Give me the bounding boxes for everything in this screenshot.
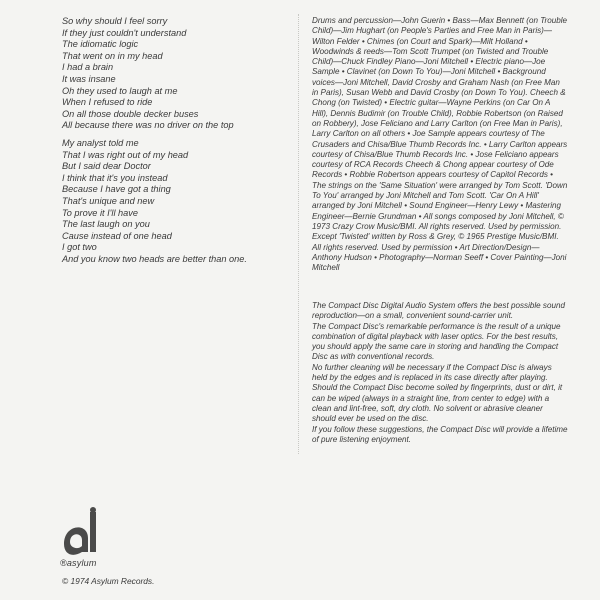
lyric-line: The idiomatic logic: [62, 39, 139, 50]
lyric-line: It was insane: [62, 73, 116, 84]
cd-care-paragraph: No further cleaning will be necessary if the Compact Disc is always held by the edges and is replaced in its case directly after playing. Should the Compact Disc become soiled by fingerprints, dust or dirt, it can be wiped (always in a straight line, from center to edge) with a clean and lint-free, soft, dry cloth. No solvent or abrasive cleaner should ever be used on the disc.: [312, 362, 563, 424]
logo-wordmark-text: asylum: [66, 558, 97, 568]
cd-care-block: [312, 301, 568, 445]
lyric-line: I got two: [62, 242, 97, 253]
lyric-line: But I said dear Doctor: [62, 161, 151, 172]
lyric-line: Because I have got a thing: [62, 184, 171, 195]
lyric-line: And you know two heads are better than one.: [62, 253, 247, 264]
lyric-line: Oh they used to laugh at me: [62, 85, 178, 96]
credits-block: [312, 16, 568, 273]
lyric-line: I had a brain: [62, 62, 114, 73]
lyric-line: On all those double decker buses: [62, 108, 199, 119]
lyric-line: So why should I feel sorry: [62, 16, 168, 26]
lyric-line: That went on in my head: [62, 50, 163, 61]
lyrics-block: [62, 16, 302, 265]
lyric-line: My analyst told me: [62, 137, 139, 148]
lyric-line: Cause instead of one head: [62, 230, 172, 241]
lyric-line: I think that it's you instead: [62, 172, 168, 183]
cd-care-paragraph: The Compact Disc's remarkable performance is the result of a unique combination of digital playback with laser optics. For the best results, you should apply the same care in storing and handling the Compact Disc as with conventional records.: [312, 321, 561, 362]
asylum-logo-icon: [58, 504, 102, 566]
lyric-line: If they just couldn't understand: [62, 27, 187, 38]
credits-text: Drums and percussion—John Guerin • Bass—Max Bennett (on Trouble Child)—Jim Hughart (on People's Parties and Free Man in Paris)—Wilton Felder • Chimes (on Court and Spark)—Milt Holland • Woodwinds & reeds—Tom Scott Trumpet (on Twisted and Trouble Child)—Chuck Findley Piano—Joni Mitchell • Electric piano—Joe Sample • Clavinet (on Down To You)—Joni Mitchell • Background voices—Joni Mitchell, David Crosby and Graham Nash (on Free Man in Paris), Susan Webb and David Crosby (on Down To You). Cheech & Chong (on Twisted) • Electric guitar—Wayne Perkins (on Car On A Hill), Dennis Budimir (on Trouble Child), Robbie Robertson (on Raised on Robbery), Jose Feliciano and Larry Carlton (on Free Man in Paris), Larry Carlton on all others • Joe Sample appears courtesy of The Crusaders and Chisa/Blue Thumb Records Inc. • Larry Carlton appears courtesy of Chisa/Blue Thumb Records Inc. • Jose Feliciano appears courtesy of RCA Records Cheech & Chong appear courtesy of Ode Records • Robbie Robertson appears courtesy of Capitol Records • The strings on the 'Same Situation' were arranged by Tom Scott. 'Down To You' arranged by Joni Mitchell and Tom Scott. 'Car On A Hill' arranged by Joni Mitchell • Sound Engineer—Henry Lewy • Mastering Engineer—Bernie Grundman • All songs composed by Joni Mitchell, © 1973 Crazy Crow Music/BMI. All rights reserved. Used by permission. Except 'Twisted' written by Ross & Grey, © 1965 Prestige Music/BMI. All rights reserved. Used by permission • Art Direction/Design—Anthony Hudson • Photography—Norman Seeff • Cover Painting—Joni Mitchell: [312, 16, 568, 273]
lyric-line: When I refused to ride: [62, 97, 153, 108]
lyric-line: All because there was no driver on the top: [62, 120, 234, 131]
column-divider: [298, 14, 299, 454]
cd-care-paragraph: The Compact Disc Digital Audio System offers the best possible sound reproduction—on a small, convenient sound-carrier unit.: [312, 301, 565, 321]
lyric-line: That's unique and new: [62, 195, 155, 206]
logo-wordmark: [60, 558, 97, 568]
cd-care-paragraph: If you follow these suggestions, the Compact Disc will provide a lifetime of pure listening enjoyment.: [312, 424, 568, 444]
lyric-line: That I was right out of my head: [62, 149, 189, 160]
registered-mark: ®: [60, 558, 67, 568]
copyright-notice: © 1974 Asylum Records.: [62, 576, 155, 586]
lyric-line: The last laugh on you: [62, 219, 150, 230]
lyric-line: To prove it I'll have: [62, 207, 138, 218]
